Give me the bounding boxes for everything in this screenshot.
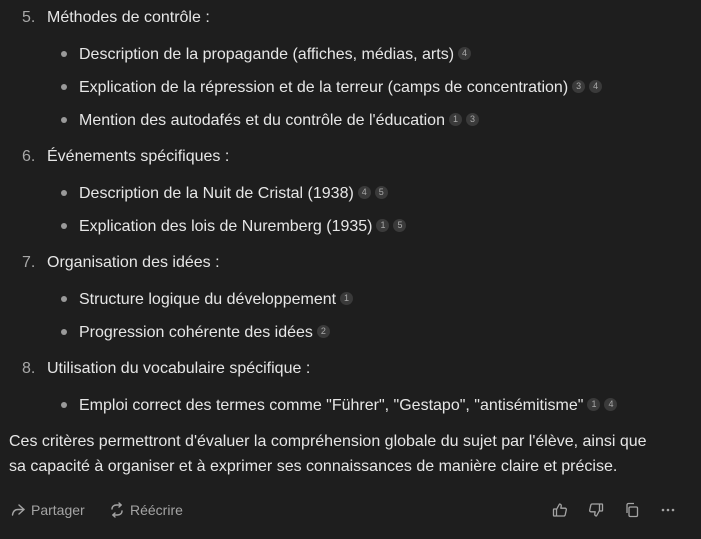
bullet-dot [61,51,67,57]
share-label: Partager [31,502,85,518]
rewrite-button[interactable] [109,497,183,523]
list-item-section-6 [22,146,229,168]
citation-badge[interactable]: 3 [466,113,479,126]
bullet-text: Mention des autodafés et du contrôle de l'éducation [79,112,445,129]
section-title: Utilisation du vocabulaire spécifique : [47,360,311,377]
citation-badge[interactable]: 1 [587,398,600,411]
bullet-dot [61,296,67,302]
bullet-dot [61,117,67,123]
bullet-text: Explication des lois de Nuremberg (1935) [79,218,373,235]
bullet-text: Structure logique du développement [79,291,337,308]
citation-badge[interactable]: 1 [449,113,462,126]
bullet-item [61,395,617,417]
conclusion-line: sa capacité à organiser et à exprimer ses connaissances de manière claire et précise. [9,458,618,475]
thumbs-up-icon[interactable] [551,501,569,519]
section-number: 6. [22,148,36,165]
bullet-item [61,77,602,99]
bullet-text: Description de la propagande (affiches, médias, arts) [79,46,455,63]
citation-badge[interactable]: 2 [317,325,330,338]
bullet-text: Emploi correct des termes comme "Führer", "Gestapo", "antisémitisme" [79,397,584,414]
bullet-dot [61,223,67,229]
section-number: 7. [22,254,36,271]
citation-badge[interactable]: 4 [604,398,617,411]
bullet-item [61,110,479,132]
share-button[interactable] [10,497,85,523]
bullet-item [61,44,471,66]
section-title: Organisation des idées : [47,254,220,271]
bullet-dot [61,84,67,90]
bullet-item [61,183,388,205]
citation-badge[interactable]: 4 [358,186,371,199]
bullet-text: Explication de la répression et de la terreur (camps de concentration) [79,79,569,96]
list-item-section-7 [22,252,220,274]
bullet-item [61,322,330,344]
conclusion-paragraph [9,429,689,479]
bullet-text: Progression cohérente des idées [79,324,313,341]
bullet-dot [61,329,67,335]
citation-badge[interactable]: 5 [393,219,406,232]
bullet-dot [61,190,67,196]
bullet-dot [61,402,67,408]
citation-badge[interactable]: 3 [572,80,585,93]
bullet-text: Description de la Nuit de Cristal (1938) [79,185,354,202]
citation-badge[interactable]: 4 [589,80,602,93]
section-title: Événements spécifiques : [47,148,230,165]
list-item-section-8 [22,358,310,380]
section-number: 8. [22,360,36,377]
list-item-section-5 [22,7,210,29]
conclusion-line: Ces critères permettront d'évaluer la compréhension globale du sujet par l'élève, ainsi que [9,433,647,450]
bullet-item [61,216,406,238]
rewrite-label: Réécrire [130,502,183,518]
ellipsis-icon[interactable] [659,501,677,519]
section-title: Méthodes de contrôle : [47,9,210,26]
citation-badge[interactable]: 4 [458,47,471,60]
citation-badge[interactable]: 1 [340,292,353,305]
section-number: 5. [22,9,36,26]
rewrite-loop-icon [109,502,125,518]
thumbs-down-icon[interactable] [587,501,605,519]
bullet-item [61,289,353,311]
copy-icon[interactable] [623,501,641,519]
citation-badge[interactable]: 5 [375,186,388,199]
share-arrow-icon [10,502,26,518]
answer-action-bar [0,497,701,523]
citation-badge[interactable]: 1 [376,219,389,232]
